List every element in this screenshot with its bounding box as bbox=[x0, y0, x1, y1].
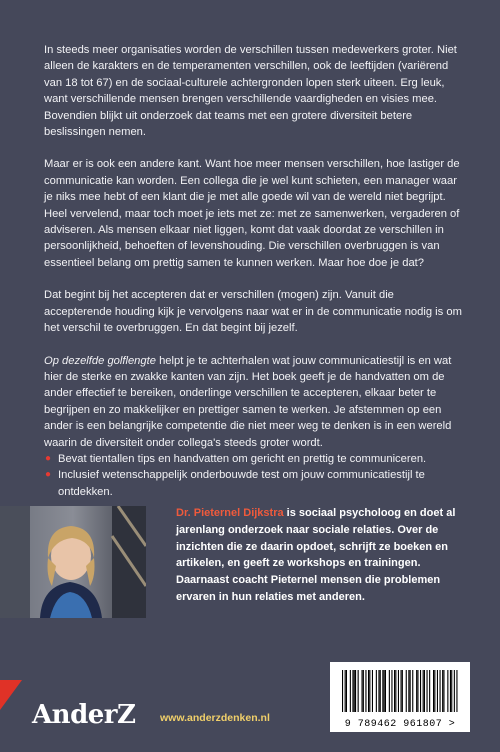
paragraph-4-text: helpt je te achterhalen wat jouw communicatiestijl is en wat hier de sterke en zwakke kanten van zijn. Het boek geeft je de handvatten om de ander effectief te bereiken, onderlinge verschillen te accepteren, elkaar beter te begrijpen en zo makkelijker en prettiger samen te werken. Je afstemmen op een ander is een belangrijke competentie die niet meer weg te denken is in een wereld waarin de diversiteit onder collega's steeds groter wordt. bbox=[44, 354, 452, 449]
barcode-bar bbox=[406, 670, 407, 712]
barcode-bar bbox=[380, 670, 381, 712]
barcode-bar bbox=[354, 670, 355, 712]
book-title: Op dezelfde golflengte bbox=[44, 354, 156, 367]
barcode-bar bbox=[346, 670, 347, 712]
barcode-bar bbox=[401, 670, 402, 712]
paragraph-2: Maar er is ook een andere kant. Want hoe meer mensen verschillen, hoe lastiger de communicatie kan worden. Een collega die je wel kunt schieten, een manager waar je niks mee hebt of een klant die je met alle goede wil van de wereld niet begrijpt. Heel vervelend, maar toch moet je iets met ze: met ze samenwerken, vergaderen of adviseren. Als mensen elkaar niet liggen, komt dat vaak doordat ze verschillen in persoonlijkheid, behoeften of levenshouding. Die verschillen overbruggen is van essentieel belang om prettig samen te kunnen werken. Maar hoe doe je dat? bbox=[44, 158, 460, 269]
barcode-bar bbox=[450, 670, 451, 712]
barcode-bar bbox=[433, 670, 434, 712]
back-cover-text bbox=[44, 42, 464, 500]
barcode-bar bbox=[456, 670, 457, 712]
author-bio-text: is sociaal psycholoog en doet al jarenlang onderzoek naar sociale relaties. Over de inzichten die ze daarin opdoet, schrijft ze boeken en artikelen, en geeft ze workshops en trainingen. Daarnaast coacht Pieternel mensen die problemen ervaren in hun relaties met anderen. bbox=[176, 507, 456, 603]
barcode-bar bbox=[427, 670, 428, 712]
barcode-bar bbox=[382, 670, 383, 712]
barcode-bar bbox=[416, 670, 417, 712]
author-bio bbox=[176, 505, 476, 606]
list-item: ● Inclusief wetenschappelijk onderbouwde test om jouw communicatiestijl te ontdekken. bbox=[45, 469, 425, 498]
barcode-bar bbox=[378, 670, 379, 712]
barcode-bar bbox=[389, 670, 390, 712]
barcode-bar bbox=[368, 670, 369, 712]
barcode-bar bbox=[369, 670, 370, 712]
barcode-bar bbox=[363, 670, 364, 712]
barcode-bar bbox=[437, 670, 438, 712]
barcode-bar bbox=[423, 670, 424, 712]
barcode-bar bbox=[402, 670, 403, 712]
barcode-bar bbox=[442, 670, 443, 712]
barcode-bar bbox=[408, 670, 409, 712]
bullet-icon: ● bbox=[45, 452, 52, 464]
paragraph-1: In steeds meer organisaties worden de verschillen tussen medewerkers groter. Niet alleen de karakters en de temperamenten verschillen, ook de leeftijden (variërend van 18 tot 67) en de sociaal-culturele achtergronden lopen sterk uiteen. Erg leuk, want verschillende mensen brengen verschillende vaardigheden en visies mee. Bovendien blijkt uit onderzoek dat teams met een grotere diversiteit betere beslissingen nemen. bbox=[44, 44, 457, 139]
barcode-number: 9 789462 961807 > bbox=[344, 719, 456, 730]
barcode-bar bbox=[385, 670, 386, 712]
barcode-bar bbox=[384, 670, 385, 712]
barcode-bar bbox=[355, 670, 356, 712]
barcode-bar bbox=[417, 670, 418, 712]
barcode-bar bbox=[410, 670, 411, 712]
publisher-logo: AnderZ bbox=[32, 700, 136, 730]
barcode-bar bbox=[420, 670, 421, 712]
barcode-bar bbox=[454, 670, 455, 712]
author-portrait-image bbox=[0, 506, 146, 618]
barcode-bar bbox=[440, 670, 441, 712]
author-photo bbox=[0, 506, 146, 618]
barcode-bar bbox=[394, 670, 395, 712]
barcode-bar bbox=[398, 670, 399, 712]
barcode-bar bbox=[372, 670, 373, 712]
barcode-bar bbox=[345, 670, 346, 712]
barcode-bar bbox=[376, 670, 377, 712]
barcode-bar bbox=[391, 670, 392, 712]
barcode-bar bbox=[424, 670, 425, 712]
paragraph-3: Dat begint bij het accepteren dat er verschillen (mogen) zijn. Vanuit die accepterende houding kijk je vervolgens naar wat er in de communicatie nodig is om het verschil te overbruggen. En dat begint bij jezelf. bbox=[44, 289, 462, 335]
feature-list bbox=[44, 451, 464, 500]
paragraph-4 bbox=[44, 353, 464, 451]
bullet-icon: ● bbox=[45, 469, 52, 481]
barcode-bar bbox=[451, 670, 452, 712]
barcode-bar bbox=[362, 670, 363, 712]
barcode-bar bbox=[358, 670, 359, 712]
barcode-bar bbox=[443, 670, 444, 712]
barcode-bar bbox=[447, 670, 448, 712]
barcode-bar bbox=[350, 670, 351, 712]
barcode-bar bbox=[365, 670, 366, 712]
publisher-website: www.anderzdenken.nl bbox=[160, 712, 270, 724]
barcode-bar bbox=[429, 670, 430, 712]
barcode-bars bbox=[330, 662, 470, 716]
list-item: ● Bevat tientallen tips en handvatten om gericht en prettig te communiceren. bbox=[44, 451, 464, 467]
isbn-barcode bbox=[330, 662, 470, 732]
red-corner-accent bbox=[0, 680, 22, 710]
barcode-bar bbox=[412, 670, 413, 712]
barcode-bar bbox=[434, 670, 435, 712]
author-name: Dr. Pieternel Dijkstra bbox=[176, 507, 284, 519]
barcode-bar bbox=[395, 670, 396, 712]
barcode-bar bbox=[352, 670, 353, 712]
barcode-bar bbox=[342, 670, 343, 712]
